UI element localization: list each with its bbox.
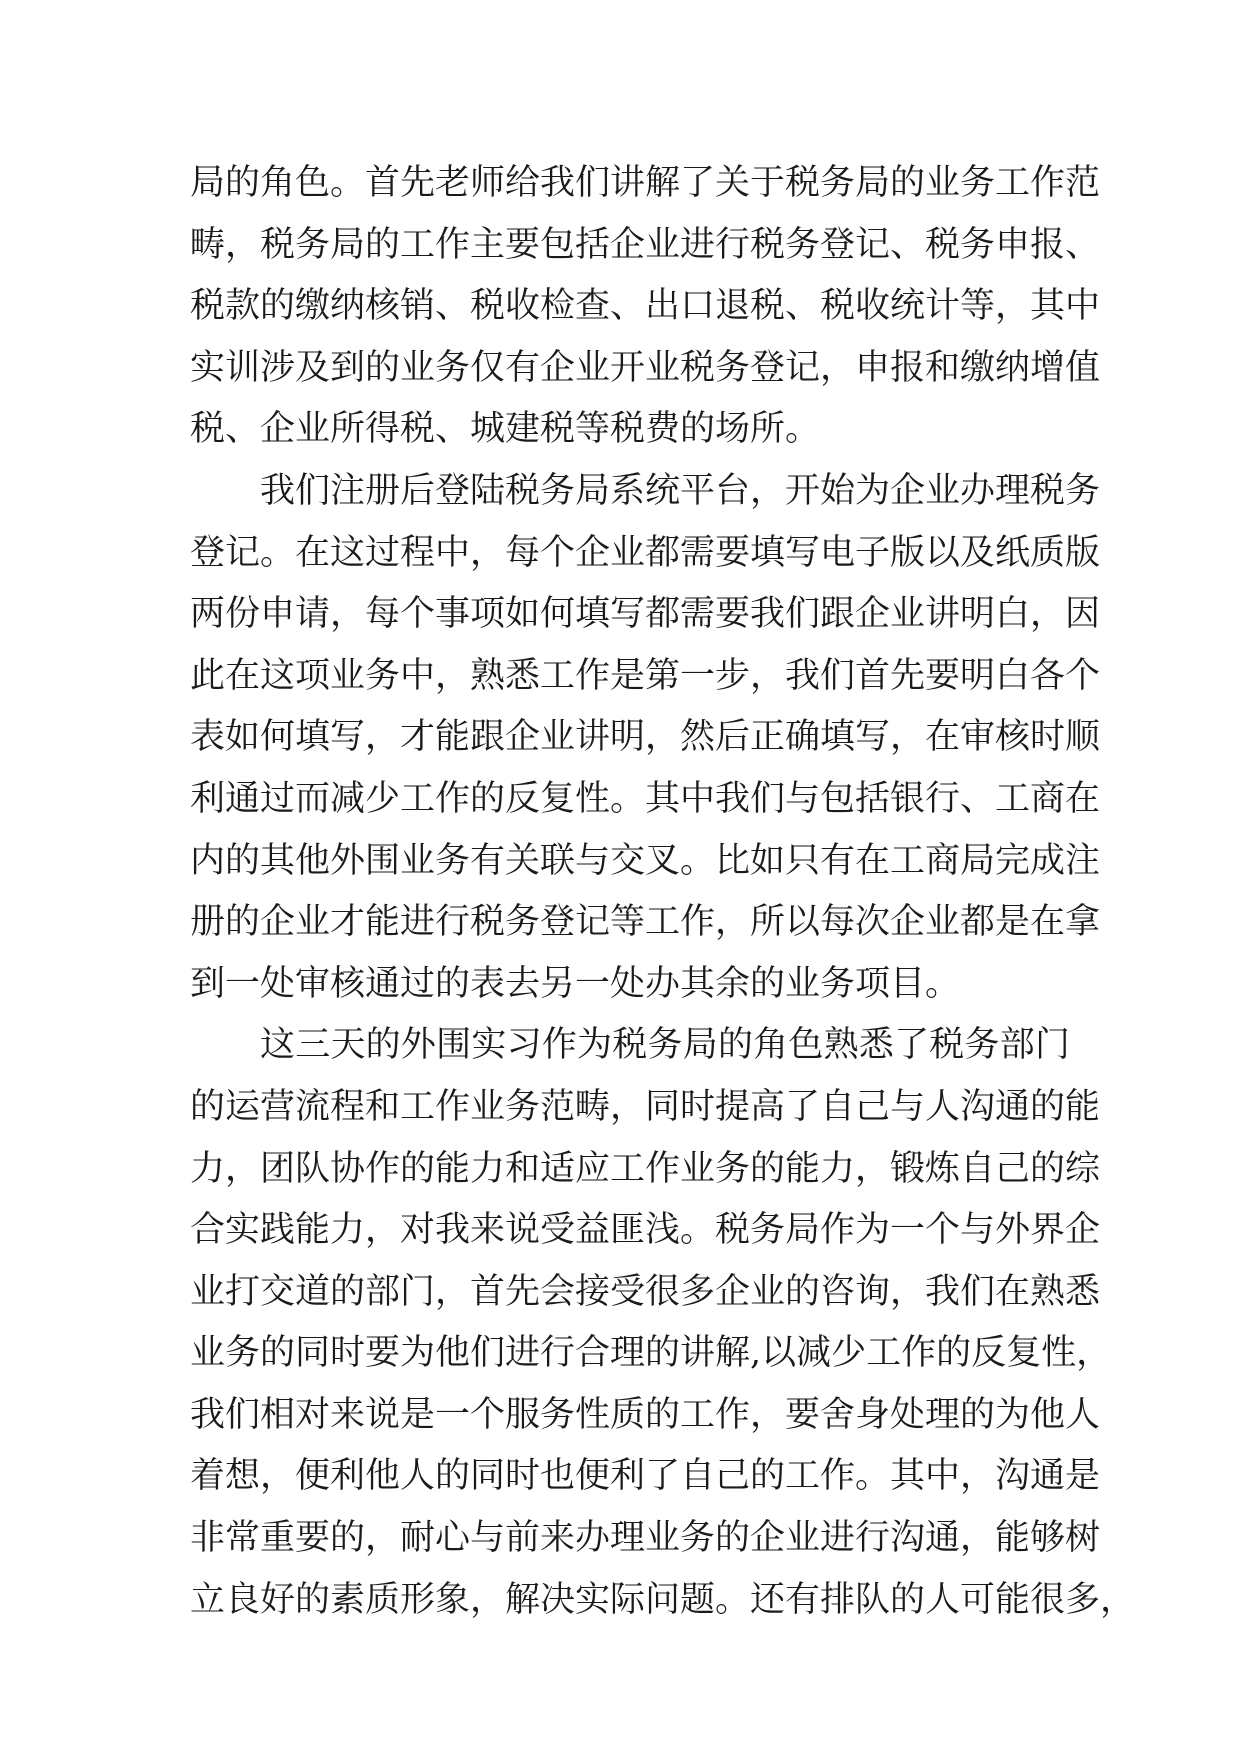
text-line: 业务的同时要为他们进行合理的讲解,以减少工作的反复性，: [190, 1333, 1112, 1374]
text-line: 业打交道的部门，首先会接受很多企业的咨询，我们在熟悉: [190, 1271, 1101, 1312]
body-text: [190, 153, 1136, 1631]
text-line: 税款的缴纳核销、税收检查、出口退税、税收统计等，其中: [190, 286, 1101, 327]
text-line: 非常重要的，耐心与前来办理业务的企业进行沟通，能够树: [190, 1518, 1101, 1559]
text-line: 立良好的素质形象，解决实际问题。还有排队的人可能很多，: [190, 1579, 1136, 1620]
text-line: 内的其他外围业务有关联与交叉。比如只有在工商局完成注: [190, 840, 1101, 881]
text-line: 的运营流程和工作业务范畴，同时提高了自己与人沟通的能: [190, 1086, 1101, 1127]
text-line: 此在这项业务中，熟悉工作是第一步，我们首先要明白各个: [190, 655, 1101, 696]
text-line: 畴，税务局的工作主要包括企业进行税务登记、税务申报、: [190, 224, 1101, 265]
text-line: 局的角色。首先老师给我们讲解了关于税务局的业务工作范: [190, 163, 1101, 203]
text-line: 合实践能力，对我来说受益匪浅。税务局作为一个与外界企: [190, 1210, 1101, 1251]
text-line: 两份申请，每个事项如何填写都需要我们跟企业讲明白，因: [190, 594, 1101, 635]
text-line: 我们相对来说是一个服务性质的工作，要舍身处理的为他人: [190, 1394, 1101, 1435]
text-line: 力，团队协作的能力和适应工作业务的能力，锻炼自己的综: [190, 1148, 1101, 1189]
text-line: 登记。在这过程中，每个企业都需要填写电子版以及纸质版: [190, 532, 1101, 573]
text-line: 实训涉及到的业务仅有企业开业税务登记，申报和缴纳增值: [190, 347, 1101, 388]
text-line: 到一处审核通过的表去另一处办其余的业务项目。: [190, 963, 961, 1004]
text-line: 着想，便利他人的同时也便利了自己的工作。其中，沟通是: [190, 1456, 1101, 1497]
paragraph-start-line: 这三天的外围实习作为税务局的角色熟悉了税务部门: [260, 1025, 1070, 1066]
text-line: 表如何填写，才能跟企业讲明，然后正确填写，在审核时顺: [190, 717, 1101, 758]
text-line: 册的企业才能进行税务登记等工作，所以每次企业都是在拿: [190, 902, 1101, 943]
paragraph-start-line: 我们注册后登陆税务局系统平台，开始为企业办理税务: [260, 470, 1101, 511]
text-line: 税、企业所得税、城建税等税费的场所。: [190, 409, 821, 450]
text-line: 利通过而减少工作的反复性。其中我们与包括银行、工商在: [190, 778, 1101, 819]
